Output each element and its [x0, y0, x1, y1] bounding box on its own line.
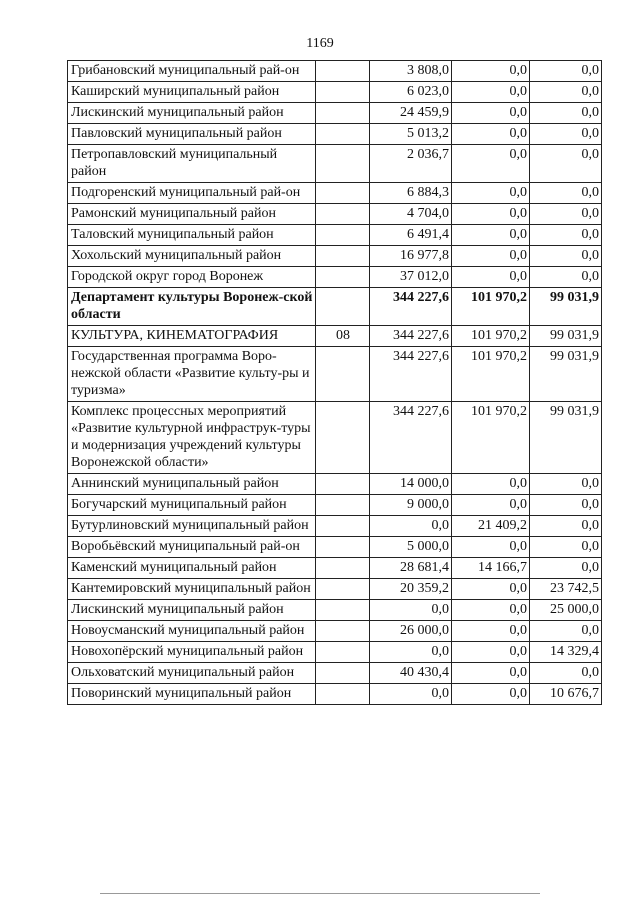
row-code-cell: 08 [316, 326, 370, 347]
row-name-cell: Хохольский муниципальный район [68, 246, 316, 267]
table-row [68, 61, 602, 82]
row-value-1-cell: 0,0 [370, 516, 452, 537]
row-value-2-cell: 101 970,2 [452, 326, 530, 347]
row-value-3-cell: 0,0 [530, 225, 602, 246]
row-code-cell [316, 61, 370, 82]
row-name-cell: Новоусманский муниципальный район [68, 621, 316, 642]
row-value-1-cell: 40 430,4 [370, 663, 452, 684]
table-row [68, 347, 602, 402]
row-code-cell [316, 246, 370, 267]
row-name-cell: Богучарский муниципальный район [68, 495, 316, 516]
row-name-cell: Рамонский муниципальный район [68, 204, 316, 225]
row-value-3-cell: 0,0 [530, 103, 602, 124]
row-value-3-cell: 0,0 [530, 82, 602, 103]
footer-rule [100, 893, 540, 894]
row-name-cell: Новохопёрский муниципальный район [68, 642, 316, 663]
row-value-2-cell: 0,0 [452, 61, 530, 82]
row-code-cell [316, 684, 370, 705]
row-name-cell: Петропавловский муниципальный район [68, 145, 316, 183]
row-value-3-cell: 99 031,9 [530, 402, 602, 474]
row-value-2-cell: 101 970,2 [452, 402, 530, 474]
table-row [68, 684, 602, 705]
row-name-cell: Поворинский муниципальный район [68, 684, 316, 705]
row-code-cell [316, 537, 370, 558]
row-name-cell: Ольховатский муниципальный район [68, 663, 316, 684]
page-number: 1169 [306, 36, 334, 51]
row-value-1-cell: 26 000,0 [370, 621, 452, 642]
row-value-3-cell: 0,0 [530, 516, 602, 537]
row-value-3-cell: 25 000,0 [530, 600, 602, 621]
row-code-cell [316, 183, 370, 204]
row-value-1-cell: 9 000,0 [370, 495, 452, 516]
row-value-1-cell: 6 023,0 [370, 82, 452, 103]
table-row [68, 621, 602, 642]
row-code-cell [316, 267, 370, 288]
row-value-2-cell: 0,0 [452, 267, 530, 288]
row-code-cell [316, 474, 370, 495]
table-row [68, 267, 602, 288]
row-value-2-cell: 14 166,7 [452, 558, 530, 579]
row-value-2-cell: 0,0 [452, 474, 530, 495]
row-name-cell: Каширский муниципальный район [68, 82, 316, 103]
table-row [68, 326, 602, 347]
row-value-3-cell: 0,0 [530, 558, 602, 579]
table-row [68, 600, 602, 621]
row-value-2-cell: 101 970,2 [452, 347, 530, 402]
row-value-1-cell: 5 013,2 [370, 124, 452, 145]
row-value-1-cell: 3 808,0 [370, 61, 452, 82]
row-code-cell [316, 145, 370, 183]
row-code-cell [316, 103, 370, 124]
row-value-2-cell: 0,0 [452, 225, 530, 246]
row-value-3-cell: 99 031,9 [530, 326, 602, 347]
row-code-cell [316, 288, 370, 326]
row-name-cell: Кантемировский муниципальный район [68, 579, 316, 600]
row-value-2-cell: 0,0 [452, 621, 530, 642]
table-row [68, 204, 602, 225]
row-value-1-cell: 344 227,6 [370, 347, 452, 402]
row-value-3-cell: 0,0 [530, 145, 602, 183]
row-value-3-cell: 0,0 [530, 495, 602, 516]
table-row [68, 537, 602, 558]
table-row [68, 579, 602, 600]
row-value-1-cell: 28 681,4 [370, 558, 452, 579]
row-code-cell [316, 347, 370, 402]
row-value-1-cell: 20 359,2 [370, 579, 452, 600]
row-value-1-cell: 0,0 [370, 600, 452, 621]
table-row [68, 183, 602, 204]
row-name-cell: Аннинский муниципальный район [68, 474, 316, 495]
row-value-3-cell: 99 031,9 [530, 347, 602, 402]
row-name-cell: Лискинский муниципальный район [68, 600, 316, 621]
row-code-cell [316, 495, 370, 516]
row-value-3-cell: 10 676,7 [530, 684, 602, 705]
row-name-cell: Воробьёвский муниципальный рай-он [68, 537, 316, 558]
row-value-2-cell: 0,0 [452, 145, 530, 183]
table-row [68, 124, 602, 145]
row-value-2-cell: 0,0 [452, 642, 530, 663]
row-value-2-cell: 101 970,2 [452, 288, 530, 326]
row-value-3-cell: 0,0 [530, 61, 602, 82]
row-value-3-cell: 0,0 [530, 474, 602, 495]
row-name-cell: Грибановский муниципальный рай-он [68, 61, 316, 82]
row-value-3-cell: 99 031,9 [530, 288, 602, 326]
row-name-cell: Каменский муниципальный район [68, 558, 316, 579]
row-value-2-cell: 0,0 [452, 684, 530, 705]
row-value-2-cell: 0,0 [452, 579, 530, 600]
table-row [68, 663, 602, 684]
row-code-cell [316, 204, 370, 225]
row-value-3-cell: 0,0 [530, 621, 602, 642]
row-code-cell [316, 516, 370, 537]
row-name-cell: Павловский муниципальный район [68, 124, 316, 145]
row-name-cell: Департамент культуры Воронеж-ской области [68, 288, 316, 326]
row-value-3-cell: 0,0 [530, 124, 602, 145]
table-row [68, 82, 602, 103]
row-value-2-cell: 0,0 [452, 82, 530, 103]
row-name-cell: Подгоренский муниципальный рай-он [68, 183, 316, 204]
table-row [68, 103, 602, 124]
table-row [68, 495, 602, 516]
row-value-1-cell: 4 704,0 [370, 204, 452, 225]
table-row [68, 558, 602, 579]
row-code-cell [316, 663, 370, 684]
table-row [68, 246, 602, 267]
row-value-3-cell: 0,0 [530, 663, 602, 684]
row-code-cell [316, 82, 370, 103]
row-value-3-cell: 0,0 [530, 537, 602, 558]
row-value-1-cell: 6 491,4 [370, 225, 452, 246]
table-row [68, 225, 602, 246]
row-value-1-cell: 6 884,3 [370, 183, 452, 204]
row-code-cell [316, 621, 370, 642]
table-row [68, 145, 602, 183]
row-value-2-cell: 0,0 [452, 246, 530, 267]
row-name-cell: Бутурлиновский муниципальный район [68, 516, 316, 537]
row-value-2-cell: 0,0 [452, 495, 530, 516]
table-row [68, 474, 602, 495]
row-name-cell: Лискинский муниципальный район [68, 103, 316, 124]
table-row [68, 288, 602, 326]
table-row [68, 402, 602, 474]
row-value-2-cell: 21 409,2 [452, 516, 530, 537]
row-value-1-cell: 0,0 [370, 642, 452, 663]
row-name-cell: КУЛЬТУРА, КИНЕМАТОГРАФИЯ [68, 326, 316, 347]
row-value-3-cell: 23 742,5 [530, 579, 602, 600]
row-name-cell: Таловский муниципальный район [68, 225, 316, 246]
row-value-2-cell: 0,0 [452, 663, 530, 684]
row-value-1-cell: 2 036,7 [370, 145, 452, 183]
row-code-cell [316, 402, 370, 474]
row-value-1-cell: 37 012,0 [370, 267, 452, 288]
row-value-2-cell: 0,0 [452, 204, 530, 225]
table-row [68, 642, 602, 663]
row-name-cell: Комплекс процессных мероприятий «Развитие культурной инфраструк-туры и модернизация учреждений культуры Воронежской области» [68, 402, 316, 474]
row-value-3-cell: 0,0 [530, 183, 602, 204]
table-row [68, 516, 602, 537]
row-value-3-cell: 0,0 [530, 204, 602, 225]
row-value-1-cell: 0,0 [370, 684, 452, 705]
row-value-2-cell: 0,0 [452, 103, 530, 124]
row-value-2-cell: 0,0 [452, 124, 530, 145]
row-name-cell: Городской округ город Воронеж [68, 267, 316, 288]
row-value-2-cell: 0,0 [452, 183, 530, 204]
row-value-1-cell: 24 459,9 [370, 103, 452, 124]
row-value-1-cell: 344 227,6 [370, 288, 452, 326]
budget-table [67, 60, 602, 705]
row-code-cell [316, 558, 370, 579]
row-value-3-cell: 0,0 [530, 246, 602, 267]
row-name-cell: Государственная программа Воро-нежской области «Развитие культу-ры и туризма» [68, 347, 316, 402]
row-value-1-cell: 16 977,8 [370, 246, 452, 267]
row-value-2-cell: 0,0 [452, 537, 530, 558]
row-code-cell [316, 579, 370, 600]
row-value-1-cell: 344 227,6 [370, 326, 452, 347]
budget-table-body [68, 61, 602, 705]
row-code-cell [316, 600, 370, 621]
row-code-cell [316, 642, 370, 663]
row-value-1-cell: 14 000,0 [370, 474, 452, 495]
row-code-cell [316, 124, 370, 145]
row-value-1-cell: 5 000,0 [370, 537, 452, 558]
row-value-3-cell: 0,0 [530, 267, 602, 288]
row-code-cell [316, 225, 370, 246]
row-value-1-cell: 344 227,6 [370, 402, 452, 474]
row-value-3-cell: 14 329,4 [530, 642, 602, 663]
row-value-2-cell: 0,0 [452, 600, 530, 621]
